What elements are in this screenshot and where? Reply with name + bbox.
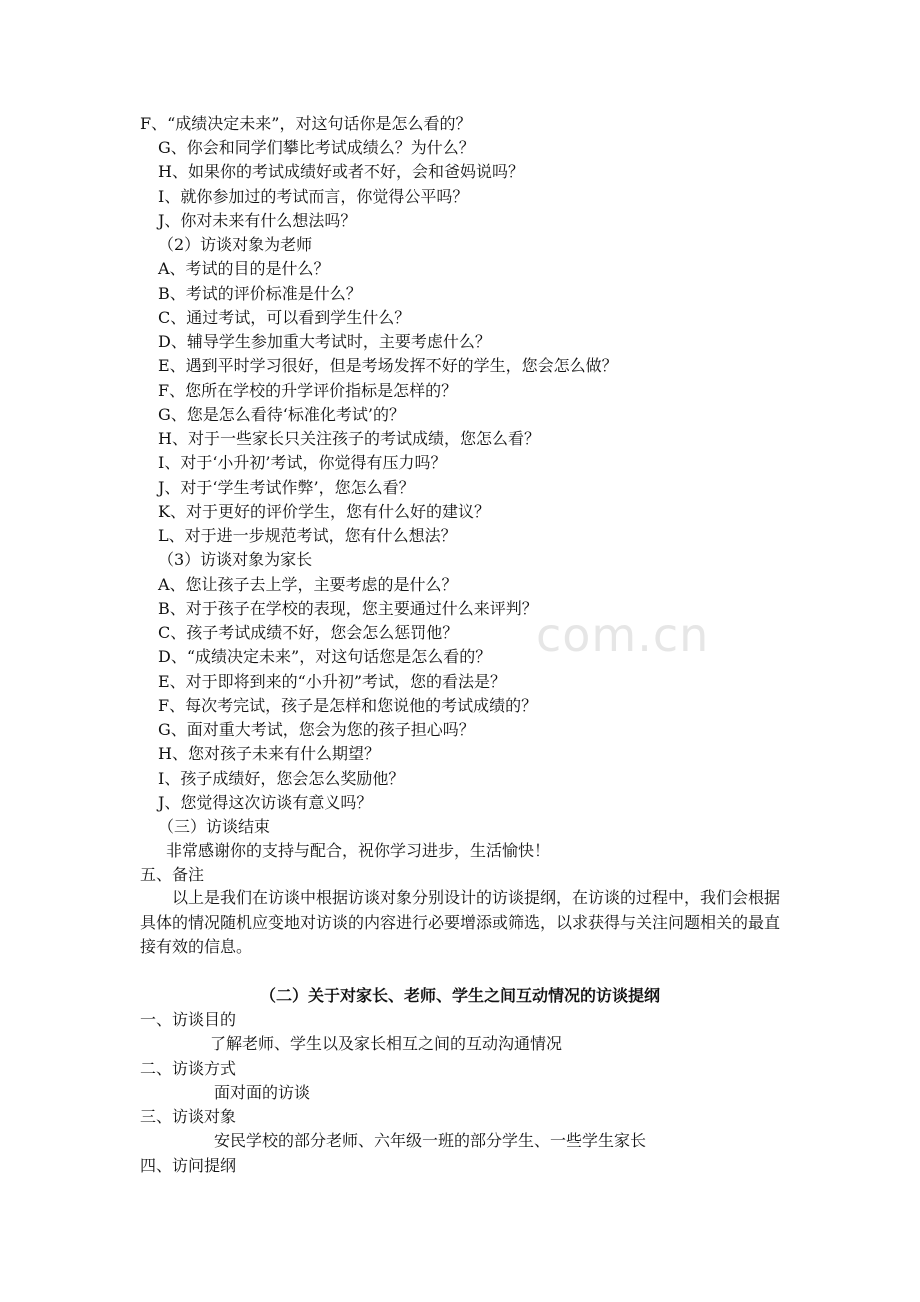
end-section-text: 非常感谢你的支持与配合，祝你学习进步，生活愉快！ [166,841,551,860]
teacher-question: A、考试的目的是什么？ [158,259,330,278]
remarks-heading: 五、备注 [140,865,205,884]
parent-question: H、您对孩子未来有什么期望？ [158,744,380,763]
teacher-question: E、遇到平时学习很好，但是考场发挥不好的学生，您会怎么做？ [158,356,618,375]
student-question: H、如果你的考试成绩好或者不好，会和爸妈说吗？ [158,162,524,181]
method-text: 面对面的访谈 [214,1083,311,1102]
teacher-question: C、通过考试，可以看到学生什么？ [158,308,411,327]
parent-question: C、孩子考试成绩不好，您会怎么惩罚他？ [158,623,459,642]
parent-question: D、“成绩决定未来”，对这句话您是怎么看的？ [158,647,492,666]
parent-section-heading: （3）访谈对象为家长 [158,550,313,569]
subject-text: 安民学校的部分老师、六年级一班的部分学生、一些学生家长 [214,1131,647,1150]
purpose-text: 了解老师、学生以及家长相互之间的互动沟通情况 [210,1034,563,1053]
parent-question: G、面对重大考试，您会为您的孩子担心吗？ [158,720,475,739]
teacher-question: K、对于更好的评价学生，您有什么好的建议？ [158,502,490,521]
method-heading: 二、访谈方式 [140,1059,237,1078]
parent-question: J、您觉得这次访谈有意义吗？ [158,793,373,812]
section-title: （二）关于对家长、老师、学生之间互动情况的访谈提纲 [259,986,660,1005]
parent-question: B、对于孩子在学校的表现，您主要通过什么来评判？ [158,599,538,618]
teacher-question: J、对于‘学生考试作弊’，您怎么看？ [158,478,415,497]
end-section-heading: （三）访谈结束 [158,817,271,836]
teacher-question: L、对于进一步规范考试，您有什么想法？ [158,526,457,545]
parent-question: I、孩子成绩好，您会怎么奖励他？ [158,769,405,788]
teacher-question: I、对于‘小升初’考试，你觉得有压力吗？ [158,453,447,472]
teacher-question: D、辅导学生参加重大考试时，主要考虑什么？ [158,332,491,351]
student-question: F、“成绩决定未来”，对这句话你是怎么看的？ [140,114,472,133]
subject-heading: 三、访谈对象 [140,1107,237,1126]
teacher-question: F、您所在学校的升学评价指标是怎样的？ [158,381,458,400]
outline-heading: 四、访问提纲 [140,1156,237,1175]
teacher-section-heading: （2）访谈对象为老师 [158,235,313,254]
teacher-question: H、对于一些家长只关注孩子的考试成绩，您怎么看？ [158,429,540,448]
teacher-question: G、您是怎么看待‘标准化考试’的？ [158,405,405,424]
parent-question: F、每次考完试，孩子是怎样和您说他的考试成绩的？ [158,696,538,715]
student-question: G、你会和同学们攀比考试成绩么？为什么？ [158,138,475,157]
teacher-question: B、考试的评价标准是什么？ [158,284,362,303]
remarks-paragraph: 以上是我们在访谈中根据访谈对象分别设计的访谈提纲，在访谈的过程中，我们会根据具体的情况随机应变地对访谈的内容进行必要增添或筛选，以求获得与关注问题相关的最直接有效的信息。 [140,888,781,957]
parent-question: A、您让孩子去上学，主要考虑的是什么？ [158,575,458,594]
purpose-heading: 一、访谈目的 [140,1010,237,1029]
watermark: com.cn [536,608,710,662]
parent-question: E、对于即将到来的“小升初”考试，您的看法是？ [158,672,507,691]
student-question: I、就你参加过的考试而言，你觉得公平吗？ [158,187,469,206]
student-question: J、你对未来有什么想法吗？ [158,211,357,230]
